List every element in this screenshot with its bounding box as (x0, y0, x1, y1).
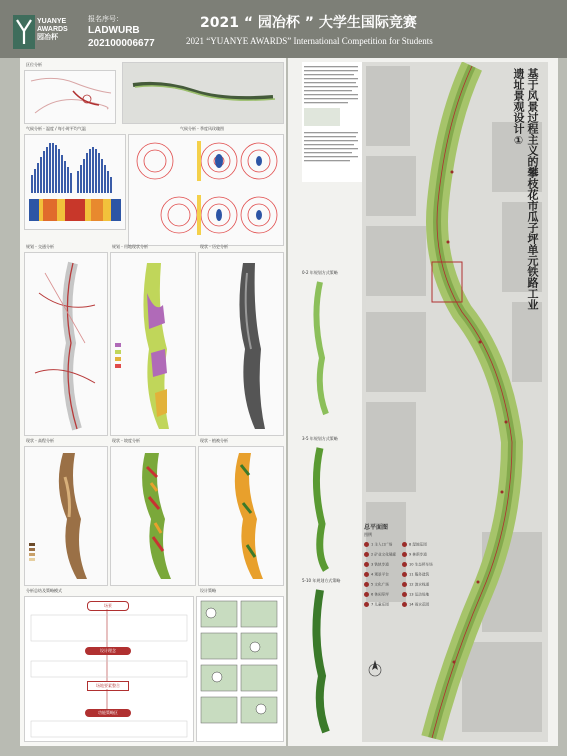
legend-item: 7 儿童乐园 (364, 602, 389, 608)
traffic-analysis-title: 规划 - 交通分析 (26, 244, 54, 249)
registration-label: 报名序号： (88, 15, 123, 23)
legend-item: 12 滨水栈道 (402, 582, 429, 588)
location-title: 区位分析 (26, 62, 42, 67)
stage2-plan (302, 444, 342, 574)
planning-box: 场地要素整合 (87, 681, 129, 691)
aerial-site-photo (122, 62, 284, 124)
land-use-title: 规划 - 用地现状分析 (112, 244, 148, 249)
master-plan-title: 总平面图 (364, 524, 389, 531)
slope-map (110, 446, 196, 586)
vegetation-title: 现状 - 植被分析 (200, 438, 228, 443)
wind-rose-charts (128, 134, 284, 246)
history-analysis-title: 现状 - 历史分析 (200, 244, 228, 249)
climate-temperature-title: 气候分析 - 温度 / 每小时平均气温 (26, 126, 86, 131)
logo-text: YUANYE AWARDS 园冶杯 (37, 18, 68, 41)
location-map (24, 70, 116, 124)
climate-wind-rose-title: 气候分析 - 季度风玫瑰图 (180, 126, 224, 131)
legend-item: 5 文化广场 (364, 582, 389, 588)
legend-item: 8 湿地花园 (402, 542, 427, 548)
logo-mark-icon (13, 15, 35, 49)
stage3-plan (302, 586, 342, 736)
north-arrow-icon (368, 658, 382, 682)
history-map (198, 252, 284, 436)
land-use-map (110, 252, 196, 436)
competition-title-en: 2021 “YUANYE AWARDS” International Competition for Students (186, 36, 433, 46)
header (0, 0, 567, 58)
legend-item: 1 主入口广场 (364, 542, 392, 548)
temperature-chart (24, 134, 126, 230)
legend-item: 11 服务建筑 (402, 572, 429, 578)
elevation-title: 现状 - 高程分析 (26, 438, 54, 443)
strategy-sketches (196, 596, 284, 742)
legend-heading: 图例 (364, 532, 372, 537)
stage3-title: 5-10 年规划方式策略 (302, 578, 341, 583)
concept-box: 设计理念 (85, 647, 131, 655)
legend-item: 3 铁轨步道 (364, 562, 389, 568)
elevation-map (24, 446, 108, 586)
project-title-main: 基于风景过程主义的攀枝花市瓜子坪单元铁路工业 (526, 68, 539, 310)
legend-item: 13 运动场地 (402, 592, 429, 598)
yuanye-logo (13, 15, 79, 49)
scene-box: 场景 (87, 601, 129, 611)
stage1-plan (302, 278, 342, 418)
master-plan-map (362, 62, 548, 742)
registration-code-1: LADWURB (88, 25, 140, 36)
left-analysis-panel (20, 58, 286, 746)
vegetation-map (198, 446, 284, 586)
legend-item: 2 矿业文化展廊 (364, 552, 396, 558)
intro-text-block-1 (302, 62, 362, 182)
legend-item: 9 林荫步道 (402, 552, 427, 558)
slope-title: 现状 - 坡度分析 (112, 438, 140, 443)
stage1-title: 0-2 年规划方式策略 (302, 270, 338, 275)
function-box: 功能策略区 (85, 709, 131, 717)
registration-code-2: 202100006677 (88, 38, 155, 49)
legend-item: 4 观景平台 (364, 572, 389, 578)
traffic-map (24, 252, 108, 436)
project-title-sub: 遗址景观设计① (512, 68, 525, 147)
strategy-title: 设计策略 (200, 588, 216, 593)
legend-item: 6 休闲草坪 (364, 592, 389, 598)
strategy-diagram (24, 596, 194, 742)
legend-item: 14 雨水花园 (402, 602, 429, 608)
right-plan-panel (288, 58, 558, 746)
summary-title: 分析总结及策略模式 (26, 588, 62, 593)
legend-item: 10 生态停车场 (402, 562, 433, 568)
stage2-title: 3-5 年规划方式策略 (302, 436, 338, 441)
competition-title-cn: 2021 “ 园冶杯 ” 大学生国际竞赛 (200, 15, 417, 31)
